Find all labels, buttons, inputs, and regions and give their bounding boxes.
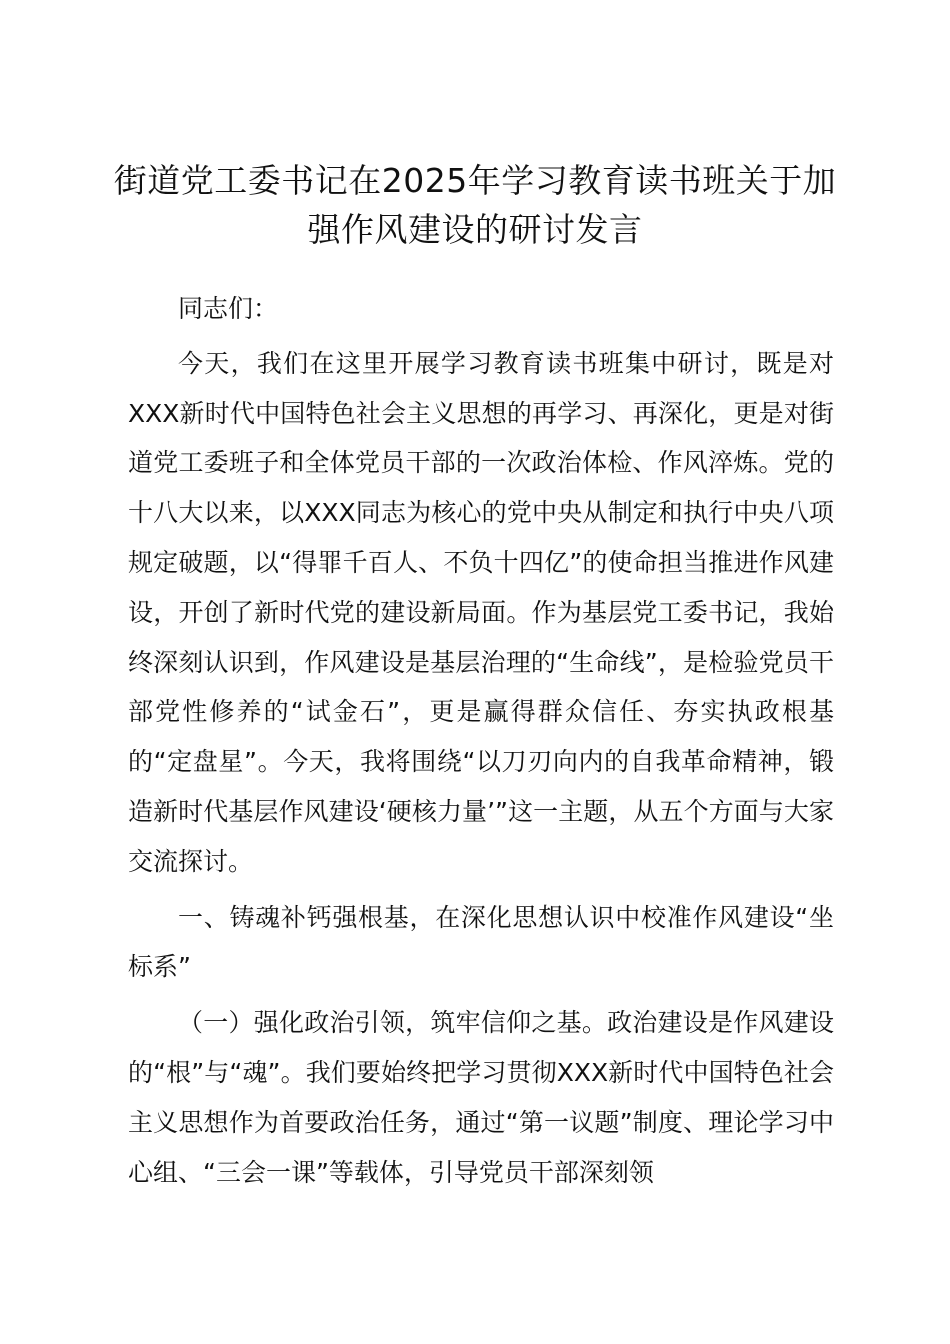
salutation: 同志们： bbox=[178, 294, 279, 323]
subsection-paragraph: （一）强化政治引领，筑牢信仰之基。政治建设是作风建设的“根”与“魂”。我们要始终把学习贯彻XXX新时代中国特色社会主义思想作为首要政治任务，通过“第一议题”制度、理论学习中心组、“三会一课”等载体，引导党员干部深刻领 bbox=[128, 1008, 834, 1187]
document-title: 街道党工委书记在2025年学习教育读书班关于加强作风建设的研讨发言 bbox=[113, 161, 837, 249]
document-body bbox=[128, 284, 834, 1197]
section-heading: 一、铸魂补钙强根基，在深化思想认识中校准作风建设“坐标系” bbox=[128, 902, 834, 982]
intro-paragraph: 今天，我们在这里开展学习教育读书班集中研讨，既是对XXX新时代中国特色社会主义思想的再学习、再深化，更是对街道党工委班子和全体党员干部的一次政治体检、作风淬炼。党的十八大以来，以XXX同志为核心的党中央从制定和执行中央八项规定破题，以“得罪千百人、不负十四亿”的使命担当推进作风建设，开创了新时代党的建设新局面。作为基层党工委书记，我始终深刻认识到，作风建设是基层治理的“生命线”，是检验党员干部党性修养的“试金石”，更是赢得群众信任、夯实执政根基的“定盘星”。今天，我将围绕“以刀刃向内的自我革命精神，锻造新时代基层作风建设‘硬核力量’”这一主题，从五个方面与大家交流探讨。 bbox=[128, 348, 834, 876]
